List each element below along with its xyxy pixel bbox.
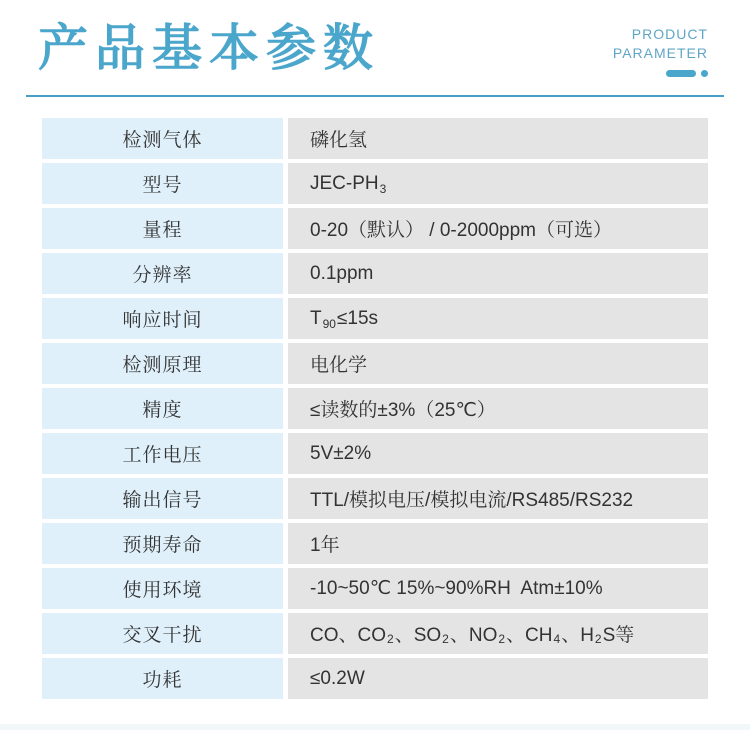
value-text: 5V±2%: [310, 442, 372, 464]
spec-table: [42, 118, 708, 699]
underline-dot: [701, 70, 708, 77]
subscript-text: 2: [387, 631, 394, 646]
spec-label: 精度: [42, 388, 283, 429]
value-text: 、SO: [394, 625, 442, 646]
table-row: [42, 388, 708, 429]
table-row: [42, 343, 708, 384]
spec-value: [288, 208, 708, 249]
table-row: [42, 613, 708, 654]
spec-value: [288, 658, 708, 699]
value-text: 、H: [561, 625, 594, 646]
spec-label: 量程: [42, 208, 283, 249]
title-underline-decoration: [666, 70, 708, 77]
value-text: ≤读数的±3%（25℃）: [310, 400, 496, 421]
value-text: S等: [602, 625, 635, 646]
spec-value: [288, 433, 708, 474]
value-text: CO、CO: [310, 625, 387, 646]
spec-value: [288, 298, 708, 339]
underline-dash: [666, 70, 696, 77]
spec-value: [288, 163, 708, 204]
value-text: 1年: [310, 535, 340, 556]
spec-value: [288, 388, 708, 429]
value-text: JEC-PH: [310, 172, 379, 194]
value-text: 0-20（默认） / 0-2000ppm（可选）: [310, 220, 612, 241]
spec-value: [288, 253, 708, 294]
table-row: [42, 568, 708, 609]
page-header: [0, 0, 750, 97]
table-row: [42, 118, 708, 159]
spec-value: [288, 613, 708, 654]
spec-value: [288, 343, 708, 384]
table-row: [42, 298, 708, 339]
spec-label: 功耗: [42, 658, 283, 699]
table-row: [42, 478, 708, 519]
subtitle-en: [613, 25, 708, 63]
value-text: 、NO: [449, 625, 498, 646]
spec-label: 预期寿命: [42, 523, 283, 564]
spec-label: 交叉干扰: [42, 613, 283, 654]
table-row: [42, 253, 708, 294]
spec-label: 使用环境: [42, 568, 283, 609]
value-text: T: [310, 307, 322, 329]
value-text: TTL/模拟电压/模拟电流/RS485/RS232: [310, 490, 634, 511]
table-row: [42, 433, 708, 474]
spec-value: [288, 568, 708, 609]
subscript-text: 4: [553, 631, 561, 646]
bottom-accent-strip: [0, 724, 750, 730]
subscript-text: 2: [594, 631, 602, 646]
header-divider-line: [26, 95, 724, 97]
table-row: [42, 523, 708, 564]
spec-label: 工作电压: [42, 433, 283, 474]
value-text: 0.1ppm: [310, 262, 374, 284]
spec-value: [288, 118, 708, 159]
value-text: ≤0.2W: [310, 667, 365, 689]
value-text: 电化学: [310, 355, 368, 376]
table-row: [42, 163, 708, 204]
value-text: 磷化氢: [310, 130, 368, 151]
subtitle-line2: PARAMETER: [612, 45, 708, 61]
value-text: -10~50℃ 15%~90%RH Atm±10%: [310, 578, 603, 599]
subscript-text: 90: [322, 316, 336, 331]
spec-label: 型号: [42, 163, 283, 204]
subscript-text: 2: [498, 631, 506, 646]
spec-label: 分辨率: [42, 253, 283, 294]
spec-value: [288, 523, 708, 564]
value-text: 、CH: [506, 625, 553, 646]
subscript-text: 2: [442, 631, 449, 646]
value-text: ≤15s: [336, 307, 379, 329]
table-row: [42, 208, 708, 249]
spec-value: [288, 478, 708, 519]
subscript-text: 3: [379, 181, 387, 196]
subtitle-line1: PRODUCT: [631, 26, 708, 42]
spec-label: 检测原理: [42, 343, 283, 384]
page-title: 产品基本参数: [38, 20, 380, 76]
table-row: [42, 658, 708, 699]
spec-label: 响应时间: [42, 298, 283, 339]
spec-label: 输出信号: [42, 478, 283, 519]
spec-label: 检测气体: [42, 118, 283, 159]
